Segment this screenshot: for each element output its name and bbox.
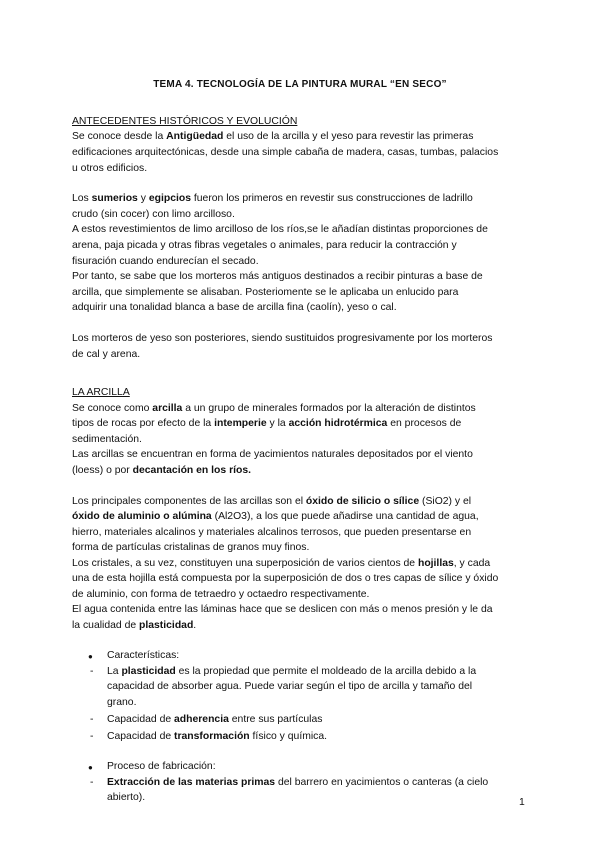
- list-header-proceso: Proceso de fabricación:: [107, 761, 216, 772]
- paragraph-line: u otros edificios.: [72, 163, 148, 174]
- paragraph-line: (loess) o por decantación en los ríos.: [72, 465, 252, 476]
- paragraph-line: A estos revestimientos de limo arcilloso de los ríos,se le añadían distintas proporciones de: [72, 224, 488, 235]
- dash-marker: -: [90, 714, 94, 725]
- list-item-line: grano.: [107, 697, 137, 708]
- list-item-line: abierto).: [107, 792, 146, 803]
- paragraph-line: Los morteros de yeso son posteriores, siendo sustituidos progresivamente por los morteros: [72, 333, 493, 344]
- paragraph-line: Se conoce desde la Antigüedad el uso de la arcilla y el yeso para revestir las primeras: [72, 131, 474, 142]
- paragraph-line: Se conoce como arcilla a un grupo de minerales formados por la alteración de distintos: [72, 403, 476, 414]
- dash-marker: -: [90, 666, 94, 677]
- page-number: 1: [519, 797, 525, 808]
- bullet-marker: ●: [88, 763, 93, 772]
- list-item: Extracción de las materias primas del barrero en yacimientos o canteras (a cielo: [107, 777, 489, 788]
- paragraph-line: la cualidad de plasticidad.: [72, 620, 197, 631]
- document-title: TEMA 4. TECNOLOGÍA DE LA PINTURA MURAL “EN SECO”: [153, 79, 447, 90]
- list-item: Capacidad de transformación físico y química.: [107, 731, 328, 742]
- dash-marker: -: [90, 777, 94, 788]
- paragraph-line: hierro, materiales alcalinos y materiales alcalinos terrosos, que pueden presentarse en: [72, 527, 472, 538]
- list-item-line: capacidad de absorber agua. Puede variar según el tipo de arcilla y tamaño del: [107, 681, 473, 692]
- section-heading-arcilla: LA ARCILLA: [72, 387, 130, 398]
- list-item: La plasticidad es la propiedad que permite el moldeado de la arcilla debido a la: [107, 666, 477, 677]
- paragraph-line: óxido de aluminio o alúmina (Al2O3), a los que puede añadirse una cantidad de agua,: [72, 511, 479, 522]
- list-item: Capacidad de adherencia entre sus partículas: [107, 714, 323, 725]
- paragraph-line: arena, paja picada y otras fibras vegetales o animales, para reducir la contracción y: [72, 240, 457, 251]
- list-header-caracteristicas: Características:: [107, 650, 180, 661]
- dash-marker: -: [90, 731, 94, 742]
- paragraph-line: Los sumerios y egipcios fueron los primeros en revestir sus construcciones de ladrillo: [72, 193, 473, 204]
- paragraph-line: de aluminio, con forma de tetraedro y octaedro respectivamente.: [72, 589, 370, 600]
- paragraph-line: de cal y arena.: [72, 349, 141, 360]
- paragraph-line: Los principales componentes de las arcillas son el óxido de silicio o sílice (SiO2) y el: [72, 496, 472, 507]
- paragraph-line: tipos de rocas por efecto de la intemperie y la acción hidrotérmica en procesos de: [72, 418, 462, 429]
- paragraph-line: una de esta hojilla está compuesta por la superposición de dos o tres capas de sílice y óxido: [72, 573, 499, 584]
- paragraph-line: fisuración cuando endurecían el secado.: [72, 256, 259, 267]
- paragraph-line: crudo (sin cocer) con limo arcilloso.: [72, 209, 235, 220]
- paragraph-line: edificaciones arquitectónicas, desde una simple cabaña de madera, casas, tumbas, palacios: [72, 147, 499, 158]
- paragraph-line: forma de partículas cristalinas de granos muy finos.: [72, 542, 310, 553]
- paragraph-line: Los cristales, a su vez, constituyen una superposición de varios cientos de hojillas, y cada: [72, 558, 491, 569]
- section-heading-antecedentes: ANTECEDENTES HISTÓRICOS Y EVOLUCIÓN: [72, 116, 298, 127]
- paragraph-line: adquirir una tonalidad blanca a base de arcilla fina (caolín), yeso o cal.: [72, 302, 397, 313]
- paragraph-line: arcilla, que simplemente se alisaban. Posteriomente se le aplicaba un enlucido para: [72, 287, 459, 298]
- paragraph-line: Las arcillas se encuentran en forma de yacimientos naturales depositados por el viento: [72, 449, 473, 460]
- paragraph-line: Por tanto, se sabe que los morteros más antiguos destinados a recibir pinturas a base de: [72, 271, 483, 282]
- paragraph-line: sedimentación.: [72, 434, 142, 445]
- paragraph-line: El agua contenida entre las láminas hace que se deslicen con más o menos presión y le da: [72, 604, 493, 615]
- bullet-marker: ●: [88, 652, 93, 661]
